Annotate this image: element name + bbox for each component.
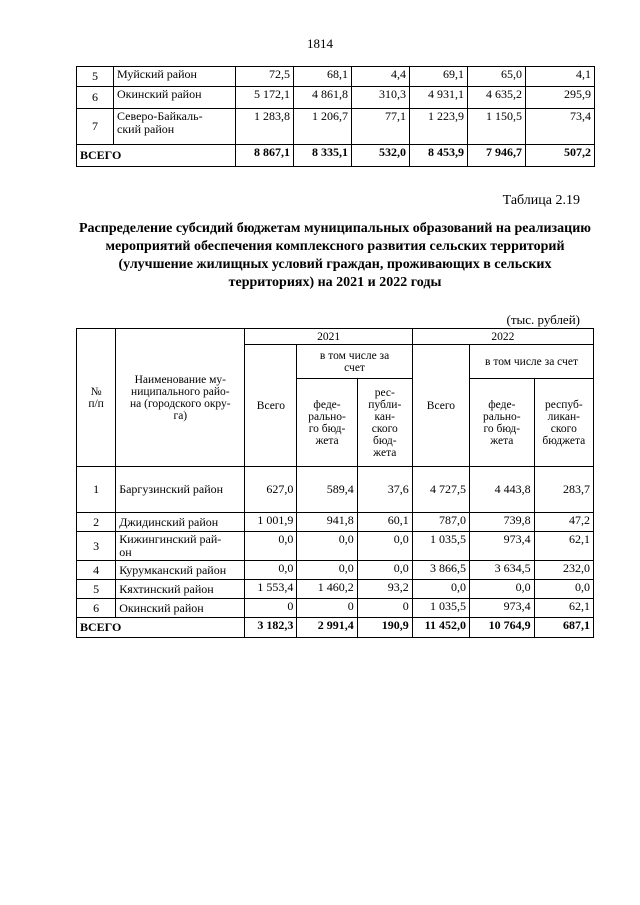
district-name: Северо-Байкаль- ский район: [114, 109, 236, 145]
value-cell: 787,0: [412, 513, 469, 532]
value-cell: 0,0: [534, 580, 593, 599]
value-cell: 627,0: [245, 467, 297, 513]
header-republic-2022: респуб- ликан- ского бюджета: [534, 379, 593, 467]
table-title: Распределение субсидий бюджетам муниципальных образований на реализацию мероприятий обеспечения комплексного развития сельских территорий (улучшение жилищных условий граждан, проживающих в сельских территориях) на 2021 и 2022 годы: [79, 221, 591, 290]
value-cell: 295,9: [526, 87, 595, 109]
value-cell: 0,0: [357, 561, 412, 580]
row-number: 4: [77, 561, 116, 580]
total-value: 507,2: [526, 145, 595, 167]
value-cell: 0,0: [470, 580, 535, 599]
value-cell: 62,1: [534, 599, 593, 618]
total-row: [77, 618, 594, 638]
total-value: 10 764,9: [470, 618, 535, 638]
value-cell: 310,3: [352, 87, 410, 109]
value-cell: 1 035,5: [412, 599, 469, 618]
header-including-2021: в том числе за счет: [297, 345, 412, 379]
value-cell: 77,1: [352, 109, 410, 145]
value-cell: 589,4: [297, 467, 357, 513]
value-cell: 283,7: [534, 467, 593, 513]
value-cell: 65,0: [468, 67, 526, 87]
table-row: [77, 513, 594, 532]
value-cell: 941,8: [297, 513, 357, 532]
district-name: Баргузинский район: [116, 467, 245, 513]
value-cell: 1 206,7: [294, 109, 352, 145]
value-cell: 1 001,9: [245, 513, 297, 532]
value-cell: 68,1: [294, 67, 352, 87]
header-federal-2021: феде- рально- го бюд- жета: [297, 379, 357, 467]
table-row: [77, 599, 594, 618]
value-cell: 60,1: [357, 513, 412, 532]
value-cell: 232,0: [534, 561, 593, 580]
district-name: Кижингинский рай- он: [116, 532, 245, 561]
page-number: 1814: [307, 36, 333, 51]
value-cell: 0,0: [245, 532, 297, 561]
value-cell: 0,0: [245, 561, 297, 580]
value-cell: 69,1: [410, 67, 468, 87]
total-value: 190,9: [357, 618, 412, 638]
total-value: 687,1: [534, 618, 593, 638]
value-cell: 1 223,9: [410, 109, 468, 145]
header-year-2021: 2021: [245, 329, 412, 345]
district-name: Джидинский район: [116, 513, 245, 532]
units-label: (тыс. рублей): [506, 312, 580, 327]
value-cell: 0: [297, 599, 357, 618]
value-cell: 4,1: [526, 67, 595, 87]
value-cell: 973,4: [470, 532, 535, 561]
table-row: [77, 532, 594, 561]
value-cell: 1 150,5: [468, 109, 526, 145]
row-number: 5: [77, 580, 116, 599]
value-cell: 47,2: [534, 513, 593, 532]
total-value: 8 867,1: [236, 145, 294, 167]
total-row: [77, 145, 595, 167]
header-federal-2022: феде- рально- го бюд- жета: [470, 379, 535, 467]
value-cell: 4 443,8: [470, 467, 535, 513]
value-cell: 5 172,1: [236, 87, 294, 109]
total-value: 8 453,9: [410, 145, 468, 167]
value-cell: 4,4: [352, 67, 410, 87]
value-cell: 73,4: [526, 109, 595, 145]
total-value: 2 991,4: [297, 618, 357, 638]
value-cell: 1 553,4: [245, 580, 297, 599]
value-cell: 3 634,5: [470, 561, 535, 580]
value-cell: 1 283,8: [236, 109, 294, 145]
value-cell: 0,0: [297, 532, 357, 561]
row-number: 6: [77, 87, 114, 109]
value-cell: 739,8: [470, 513, 535, 532]
header-total-2022: Всего: [412, 345, 469, 467]
district-name: Окинский район: [114, 87, 236, 109]
value-cell: 0,0: [357, 532, 412, 561]
table-row: [77, 67, 595, 87]
row-number: 1: [77, 467, 116, 513]
total-value: 3 182,3: [245, 618, 297, 638]
district-name: Муйский район: [114, 67, 236, 87]
table-row: [77, 467, 594, 513]
value-cell: 1 035,5: [412, 532, 469, 561]
district-name: Курумканский район: [116, 561, 245, 580]
row-number: 7: [77, 109, 114, 145]
total-value: 532,0: [352, 145, 410, 167]
total-value: 8 335,1: [294, 145, 352, 167]
value-cell: 0,0: [297, 561, 357, 580]
total-label: ВСЕГО: [77, 618, 245, 638]
value-cell: 1 460,2: [297, 580, 357, 599]
value-cell: 4 727,5: [412, 467, 469, 513]
value-cell: 62,1: [534, 532, 593, 561]
table-row: [77, 109, 595, 145]
subsidy-table: [76, 328, 594, 638]
header-name: Наименование му- ниципального райо- на (городского окру- га): [116, 329, 245, 467]
value-cell: 93,2: [357, 580, 412, 599]
value-cell: 37,6: [357, 467, 412, 513]
header-year-2022: 2022: [412, 329, 593, 345]
value-cell: 0: [245, 599, 297, 618]
total-label: ВСЕГО: [77, 145, 236, 167]
total-value: 7 946,7: [468, 145, 526, 167]
row-number: 5: [77, 67, 114, 87]
value-cell: 72,5: [236, 67, 294, 87]
header-total-2021: Всего: [245, 345, 297, 467]
value-cell: 973,4: [470, 599, 535, 618]
table-row: [77, 580, 594, 599]
row-number: 2: [77, 513, 116, 532]
value-cell: 3 866,5: [412, 561, 469, 580]
table-row: [77, 561, 594, 580]
continued-table: [76, 66, 595, 167]
total-value: 11 452,0: [412, 618, 469, 638]
header-republic-2021: рес- публи- кан- ского бюд- жета: [357, 379, 412, 467]
value-cell: 4 931,1: [410, 87, 468, 109]
value-cell: 0: [357, 599, 412, 618]
value-cell: 0,0: [412, 580, 469, 599]
district-name: Кяхтинский район: [116, 580, 245, 599]
row-number: 6: [77, 599, 116, 618]
header-including-2022: в том числе за счет: [470, 345, 594, 379]
row-number: 3: [77, 532, 116, 561]
district-name: Окинский район: [116, 599, 245, 618]
value-cell: 4 635,2: [468, 87, 526, 109]
table-label: Таблица 2.19: [502, 193, 580, 208]
value-cell: 4 861,8: [294, 87, 352, 109]
table-row: [77, 87, 595, 109]
header-no: № п/п: [77, 329, 116, 467]
